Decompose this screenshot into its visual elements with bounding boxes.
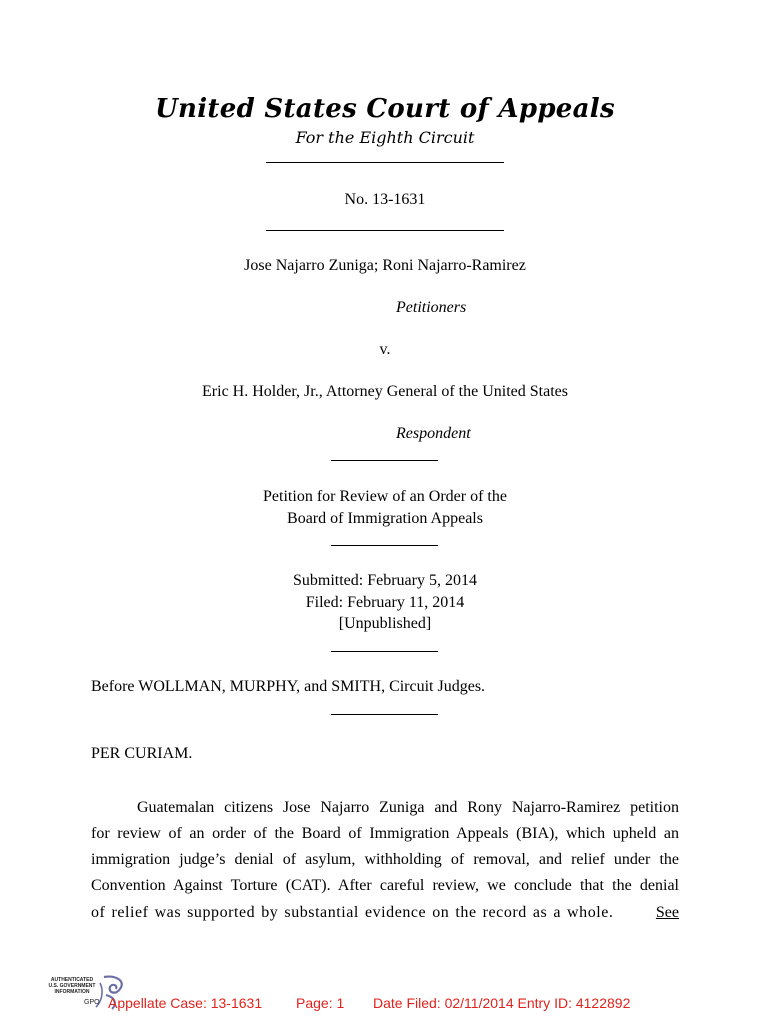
footer-date-entry: Date Filed: 02/11/2014 Entry ID: 4122892 [373, 995, 631, 1011]
divider [266, 230, 504, 231]
divider [331, 545, 438, 546]
divider [331, 460, 438, 461]
versus: v. [379, 341, 391, 358]
divider [331, 651, 438, 652]
gpo-authentication-text [44, 977, 100, 995]
logo-line: U.S. GOVERNMENT [48, 983, 96, 989]
case-number: No. 13-1631 [344, 191, 426, 208]
see-citation-link[interactable]: See [655, 904, 679, 921]
petition-line-1: Petition for Review of an Order of the [263, 488, 507, 505]
petitioners-names: Jose Najarro Zuniga; Roni Najarro-Ramirez [244, 257, 526, 274]
panel-judges: Before WOLLMAN, MURPHY, and SMITH, Circuit Judges. [91, 678, 486, 695]
body-line: for review of an order of the Board of Immigration Appeals (BIA), which upheld an [91, 825, 679, 842]
submitted-date: Submitted: February 5, 2014 [293, 572, 477, 589]
divider [266, 162, 504, 163]
respondent-label: Respondent [396, 425, 471, 442]
petition-line-2: Board of Immigration Appeals [287, 510, 483, 527]
publication-status: [Unpublished] [338, 615, 432, 632]
circuit-subtitle: For the Eighth Circuit [295, 128, 475, 147]
court-title: United States Court of Appeals [155, 94, 615, 124]
body-last-line [91, 904, 679, 922]
body-line: of relief was supported by substantial evidence on the record as a whole. [91, 904, 614, 921]
divider [331, 714, 438, 715]
filed-date: Filed: February 11, 2014 [305, 594, 465, 611]
body-line: Convention Against Torture (CAT). After careful review, we conclude that the denial [91, 877, 679, 894]
footer-page: Page: 1 [296, 995, 345, 1011]
logo-line: AUTHENTICATED [50, 977, 94, 983]
body-line: Guatemalan citizens Jose Najarro Zuniga and Rony Najarro-Ramirez petition [137, 799, 679, 816]
gpo-mark: GPO [84, 999, 100, 1006]
body-line: immigration judge’s denial of asylum, withholding of removal, and relief under the [91, 851, 679, 868]
logo-line: INFORMATION [54, 989, 90, 995]
footer-case: Appellate Case: 13-1631 [108, 995, 263, 1011]
petitioners-label: Petitioners [396, 299, 467, 316]
per-curiam-heading: PER CURIAM. [91, 745, 193, 762]
respondent-name: Eric H. Holder, Jr., Attorney General of the United States [202, 383, 568, 400]
